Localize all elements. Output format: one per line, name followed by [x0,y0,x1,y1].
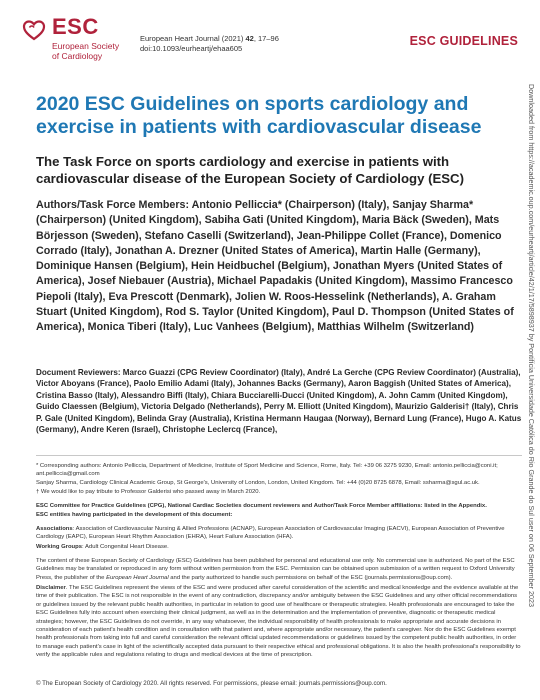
reviewer-list: Document Reviewers: Marco Guazzi (CPG Review Coordinator) (Italy), André La Gerche (CPG Review Coordinator) (Australia), Victor Aboyans (France), Paolo Emilio Adami (Italy), Johannes Backs (Germany), Aaron Baggish (United States of America), Cristina Basso (Italy), Alessandro Biffi (Italy), Chiara Bucciarelli-Ducci (United Kingdom), A. John Camm (United Kingdom), Guido Claessen (Belgium), Victoria Delgado (Netherlands), Perry M. Elliott (United Kingdom), Maurizio Galderisi† (Italy), Chris P. Gale (United Kingdom), Belinda Gray (Australia), Kristina Hermann Haugaa (Norway), Bernard Lung (France), Hugo A. Katus (Germany), Andre Keren (Israel), Christophe Leclercq (France), [36,368,522,435]
corresponding-author-note: * Corresponding authors: Antonio Pelliccia, Department of Medicine, Institute of Sport Medicine and Science, Rome, Italy. Tel: +39 06 3275 9230, Email: antonio.pelliccia@coni.it; ant.pelliccia@gmail.com [36,463,498,478]
footnote-divider [36,455,522,456]
logo-esc-text: ESC [52,14,99,39]
download-side-note [524,84,534,680]
working-groups-text: : Adult Congenital Heart Disease. [82,544,169,550]
author-list: Authors/Task Force Members: Antonio Pelliccia* (Chairperson) (Italy), Sanjay Sharma* (Chairperson) (United Kingdom), Sabiha Gati (United Kingdom), Maria Bäck (Sweden), Mats Börjesson (Sweden), Stefano Caselli (Switzerland), Jean-Philippe Collet (France), Domenico Corrado (Italy), Jonathan A. Drezner (United States of America), Martin Halle (Germany), Dominique Hansen (Belgium), Hein Heidbuchel (Belgium), Jonathan Myers (United States of America), Josef Niebauer (Austria), Michael Papadakis (United Kingdom), Massimo Francesco Piepoli (Italy), Eva Prescott (Denmark), Jolien W. Roos-Hesselink (Netherlands), A. Graham Stuart (United Kingdom), Rod S. Taylor (United Kingdom), Paul D. Thompson (United States of America), Monica Tiberi (Italy), Luc Vanhees (Belgium), Matthias Wilhelm (Switzerland) [36,199,514,334]
journal-doi[interactable]: doi:10.1093/eurheartj/ehaa605 [140,44,243,53]
cpg-note: ESC Committee for Practice Guidelines (CPG), National Cardiac Societies document reviewers and Author/Task Force Member affiliations: listed in the Appendix. [36,503,487,509]
article-subtitle: The Task Force on sports cardiology and exercise in patients with cardiovascular disease of the European Society of Cardiology (ESC) [36,154,464,186]
disclaimer-note [36,584,522,660]
entities-heading: ESC entities having participated in the development of this document: [36,512,233,518]
article-title: 2020 ESC Guidelines on sports cardiology and exercise in patients with cardiovascular disease [36,93,482,138]
copyright-line: © The European Society of Cardiology 2020. All rights reserved. For permissions, please email: journals.permissions@oup.com. [36,680,387,687]
tribute-note: † We would like to pay tribute to Professor Galderisi who passed away in March 2020. [36,489,261,495]
journal-name: European Heart Journal (2021) [140,34,244,43]
journal-citation [140,34,279,54]
disclaimer-text: . The ESC Guidelines represent the views of the ESC and were produced after careful consideration of the scientific and medical knowledge and the evidence available at the time of their publication. The ESC is not responsible in the event of any contradiction, discrepancy and/or ambiguity between the ESC Guidelines and any other official recommendations or guidelines issued by the relevant public health authorities, in particular in relation to good use of healthcare or therapeutic strategies. Health professionals are encouraged to take the ESC Guidelines fully into account when exercising their clinical judgment, as well as in the determination and the implementation of preventive, diagnostic or therapeutic medical strategies; however, the ESC Guidelines do not override, in any way whatsoever, the individual responsibility of health professionals to make appropriate and accurate decisions in consideration of each patient's health condition and in consultation with that patient and, where appropriate and/or necessary, the patient's caregiver. Nor do the ESC Guidelines exempt health professionals from taking into full and careful consideration the relevant official updated recommendations or guidelines issued by the competent public health authorities, in order to manage each patient's case in light of the scientifically accepted data pursuant to their respective ethical and professional obligations. It is also the health professional's responsibility to verify the applicable rules and regulations relating to drugs and medical devices at the time of prescription. [36,585,521,659]
working-groups-label: Working Groups [36,544,83,550]
logo-cardiology-line: of Cardiology [52,51,103,61]
disclaimer-label: Disclaimer [36,585,66,591]
page-header [22,14,518,70]
content-notice-b: and the party authorized to handle such permissions on behalf of the ESC (journals.permissions@oup.com). [168,574,453,581]
content-notice [36,557,522,582]
associations-label: Associations [36,526,73,532]
download-note-text: Downloaded from https://academic.oup.com/eurheartj/article/42/1/17/5898937 by Pontifícia Universidade Católica do Rio Grande do Sul user on 06 September 2023 [527,84,536,607]
second-author-note: Sanjay Sharma, Cardiology Clinical Academic Group, St George's, University of London, London, United Kingdom. Tel: +44 (0)20 8725 6878, Email: ssharma@sgul.ac.uk. [36,480,480,486]
associations-note [36,525,522,542]
logo-society-line: European Society [52,41,120,51]
content-notice-a: The content of these European Society of Cardiology (ESC) Guidelines has been published for personal and educational use only. No commercial use is authorized. No part of the ESC Guidelines may be translated or reproduced in any form without written permission from the ESC. Permission can be obtained upon submission of a written request to Oxford University Press, the publisher of the [36,558,515,581]
journal-volume: 42 [245,34,254,43]
section-tag: ESC GUIDELINES [409,34,518,48]
content-notice-journal: European Heart Journal [106,574,169,581]
journal-pages: , 17–96 [253,34,279,43]
working-groups-note [36,543,522,551]
heart-logo-icon [22,18,46,42]
associations-text: : Association of Cardiovascular Nursing & Allied Professions (ACNAP), European Association of Cardiovascular Imaging (EACVI), European Association of Preventive Cardiology (EAPC), European Heart Rhythm Association (EHRA), Heart Failure Association (HFA). [36,526,505,541]
